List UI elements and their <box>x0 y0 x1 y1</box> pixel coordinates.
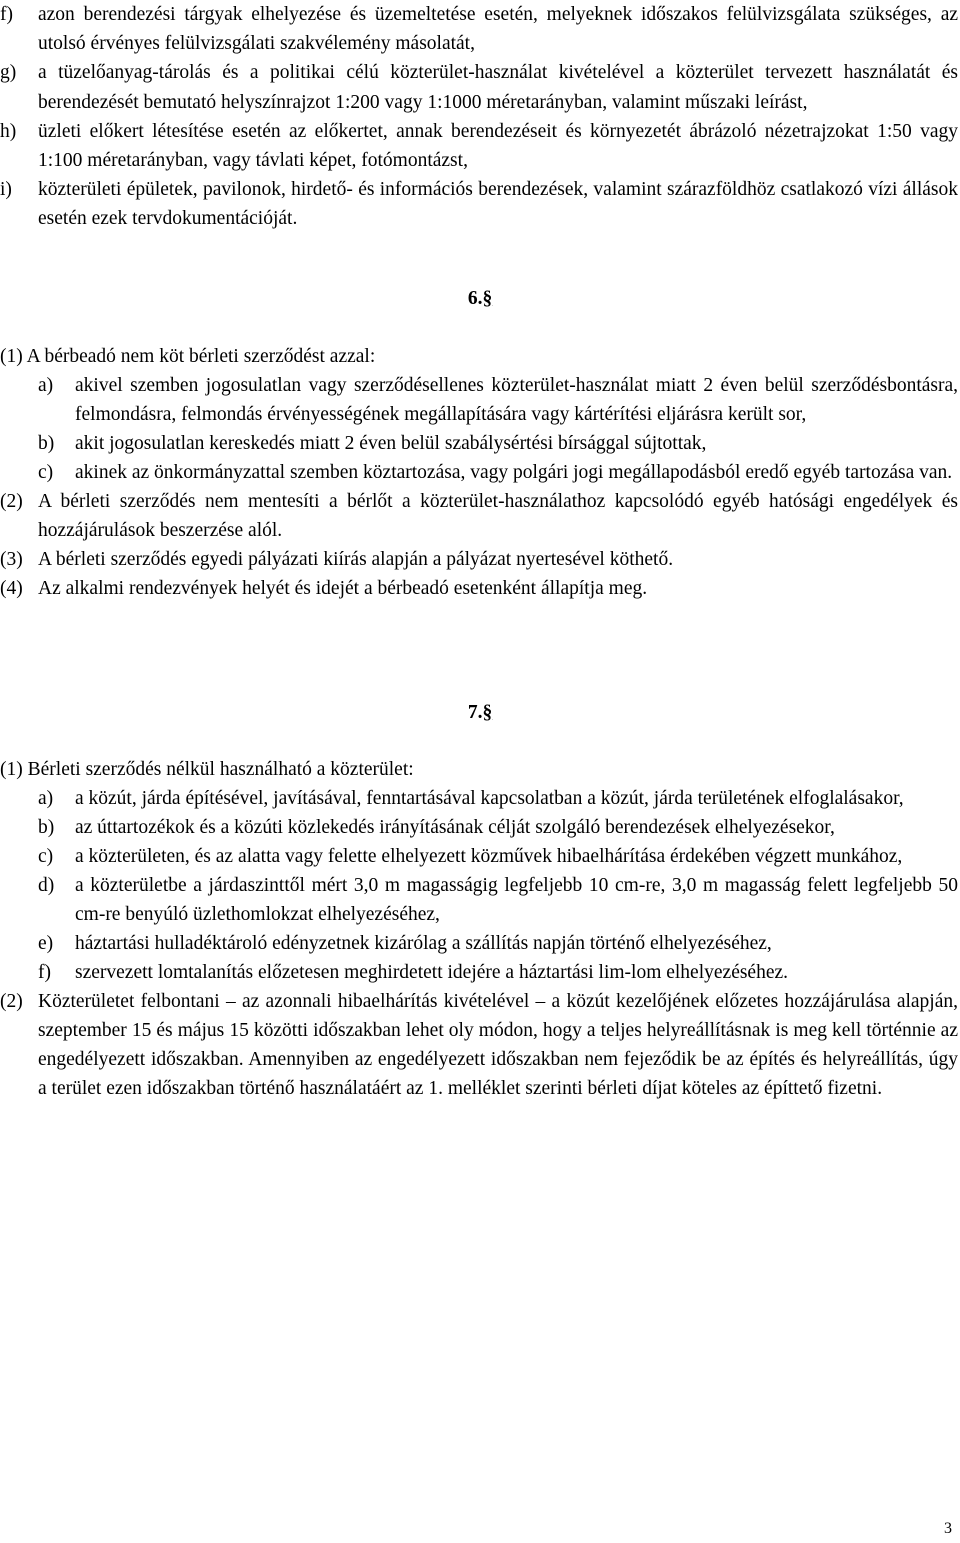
item-text: akivel szemben jogosulatlan vagy szerződésellenes közterület-használat miatt 2 éven belül szerződésbontásra, felmondásra, felmondás érvényességének megállapítására vagy kártérítési eljárásra került sor, <box>75 375 958 425</box>
paragraph <box>0 574 958 603</box>
list-item <box>0 117 958 175</box>
item-label: a) <box>38 375 54 396</box>
item-text: a tüzelőanyag-tárolás és a politikai célú közterület-használat kivételével a közterület tervezett használatát és berendezését bemutató helyszínrajzot 1:200 vagy 1:1000 méretarányban, valamint műszaki leírást, <box>38 62 958 113</box>
item-text: háztartási hulladéktároló edényzetnek kizárólag a szállítás napján történő elhelyezéséhez, <box>75 933 772 954</box>
list-item <box>0 458 958 487</box>
item-text: közterületi épületek, pavilonok, hirdető- és információs berendezések, valamint szárazföldhöz csatlakozó vízi állások esetén ezek tervdokumentációját. <box>38 179 958 230</box>
item-label: c) <box>38 846 54 867</box>
paragraph-text: A bérleti szerződés nem mentesíti a bérlőt a közterület-használathoz kapcsolódó egyéb hatósági engedélyek és hozzájárulások beszerzése alól. <box>38 491 958 541</box>
item-text: azon berendezési tárgyak elhelyezése és üzemeltetése esetén, melyeknek időszakos felülvizsgálata szükséges, az utolsó érvényes felülvizsgálati szakvélemény másolatát, <box>38 4 958 55</box>
section-number: 7. <box>467 702 483 723</box>
paragraph <box>0 545 958 574</box>
paragraph-text: Bérleti szerződés nélkül használható a közterület: <box>27 759 414 780</box>
item-text: akit jogosulatlan kereskedés miatt 2 éven belül szabálysértési bírsággal sújtottak, <box>75 433 707 454</box>
paragraph <box>0 987 958 1103</box>
item-label: b) <box>38 433 55 454</box>
list-item <box>0 175 958 233</box>
paragraph-label: (2) <box>0 991 23 1012</box>
item-text: üzleti előkert létesítése esetén az előkertet, annak berendezéseit és környezetét ábrázoló nézetrajzokat 1:50 vagy 1:100 méretarányban, vagy távlati képet, fotómontázst, <box>38 120 958 172</box>
item-text: akinek az önkormányzattal szemben köztartozása, vagy polgári jogi megállapodásból eredő egyéb tartozása van. <box>75 462 953 483</box>
item-text: szervezett lomtalanítás előzetesen meghirdetett idejére a háztartási lim-lom elhelyezéséhez. <box>75 962 789 983</box>
item-label: f) <box>38 962 51 983</box>
item-label: h) <box>0 120 17 142</box>
section-sign: § <box>482 288 493 309</box>
paragraph-label: (1) <box>0 346 23 367</box>
section-heading-6 <box>0 284 960 313</box>
list-item <box>0 813 958 842</box>
section7-body <box>0 755 958 1103</box>
list-item <box>0 929 958 958</box>
item-text: az úttartozékok és a közúti közlekedés irányításának célját szolgáló berendezések elhelyezésekor, <box>75 817 835 838</box>
paragraph-label: (2) <box>0 491 23 512</box>
section-sign: § <box>482 702 493 723</box>
list-item <box>0 0 958 58</box>
item-label: f) <box>0 4 13 25</box>
paragraph-label: (4) <box>0 578 23 599</box>
item-text: a közút, járda építésével, javításával, fenntartásával kapcsolatban a közút, járda területének elfoglalásakor, <box>75 788 904 809</box>
section6-body <box>0 342 958 603</box>
item-label: g) <box>0 62 17 84</box>
item-label: e) <box>38 933 54 954</box>
list-item <box>0 958 958 987</box>
paragraph-label: (1) <box>0 759 23 780</box>
item-label: c) <box>38 462 54 483</box>
item-label: a) <box>38 788 54 809</box>
list-item <box>0 871 958 929</box>
paragraph-label: (3) <box>0 549 23 570</box>
list-item <box>0 58 958 116</box>
paragraph-text: A bérbeadó nem köt bérleti szerződést azzal: <box>26 346 376 367</box>
paragraph-text: Közterületet felbontani – az azonnali hibaelhárítás kivételével – a közút kezelőjének előzetes hozzájárulása alapján, szeptember 15 és május 15 közötti időszakban lehet oly módon, hogy a teljes helyreállításnak is meg kell történnie az engedélyezett időszakban. Amennyiben az engedélyezett időszakban nem fejeződik be az építés és helyreállítás, úgy a terület ezen időszakban történő használatáért az 1. melléklet szerinti bérleti díjat köteles az építtető fizetni. <box>38 991 958 1099</box>
item-text: a közterületen, és az alatta vagy felette elhelyezett közművek hibaelhárítása érdekében végzett munkához, <box>75 846 903 867</box>
paragraph-intro <box>0 342 958 371</box>
section-heading-7 <box>0 698 960 727</box>
paragraph <box>0 487 958 545</box>
section-number: 6. <box>467 288 483 309</box>
page-number: 3 <box>944 1520 952 1537</box>
section5-list <box>0 0 958 234</box>
list-item <box>0 784 958 813</box>
list-item <box>0 371 958 429</box>
list-item <box>0 429 958 458</box>
list-item <box>0 842 958 871</box>
item-label: i) <box>0 179 12 201</box>
item-label: b) <box>38 817 55 838</box>
paragraph-text: Az alkalmi rendezvények helyét és idejét a bérbeadó esetenként állapítja meg. <box>38 578 648 599</box>
item-label: d) <box>38 875 55 896</box>
paragraph-intro <box>0 755 958 784</box>
paragraph-text: A bérleti szerződés egyedi pályázati kiírás alapján a pályázat nyertesével köthető. <box>38 549 674 570</box>
item-text: a közterületbe a járdaszinttől mért 3,0 m magasságig legfeljebb 10 cm-re, 3,0 m magasság felett legfeljebb 50 cm-re benyúló üzlethomlokzat elhelyezéséhez, <box>75 875 958 925</box>
